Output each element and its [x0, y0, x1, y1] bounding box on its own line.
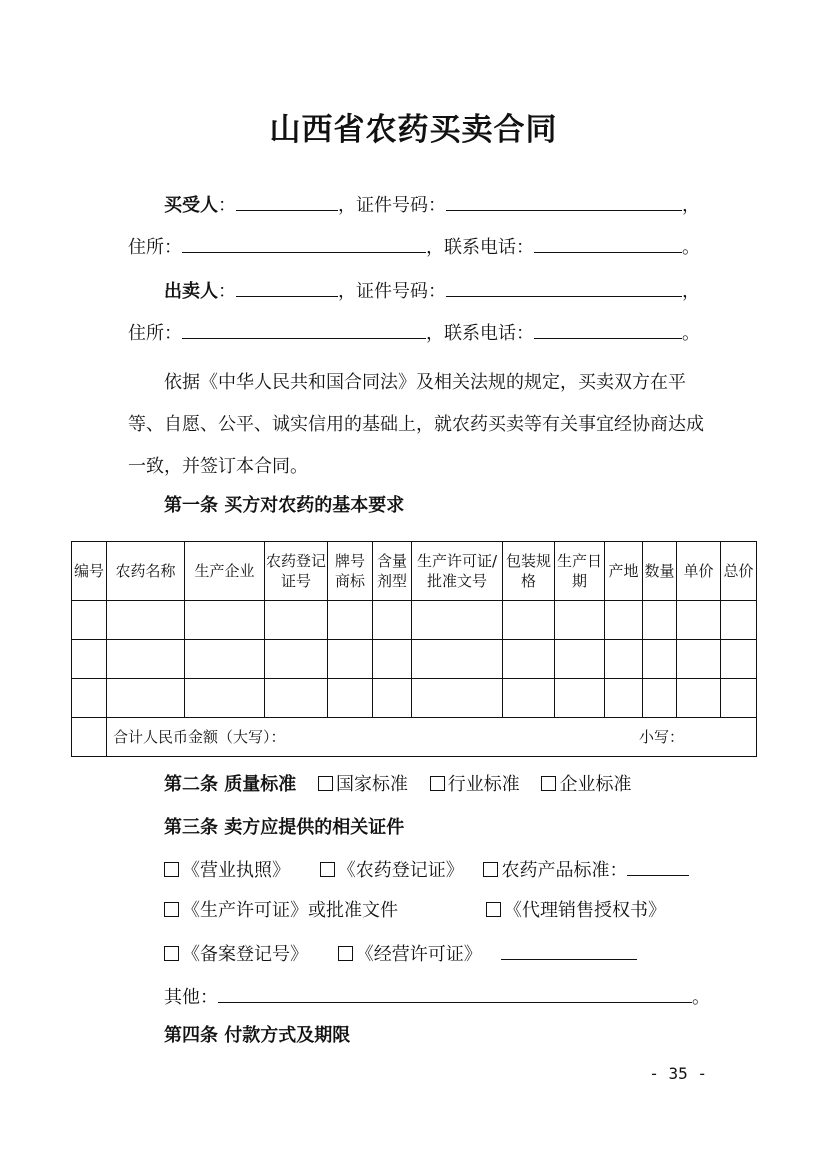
requirements-table	[71, 541, 757, 757]
other-label: 其他：	[164, 987, 218, 1008]
option-national-standard[interactable]	[318, 774, 408, 795]
header-cell: 含量剂型	[373, 542, 412, 601]
doc-production-license[interactable]	[164, 900, 398, 921]
table-cell[interactable]	[107, 640, 185, 679]
option-label: 企业标准	[559, 774, 632, 795]
table-cell[interactable]	[643, 640, 677, 679]
table-cell[interactable]	[328, 640, 373, 679]
buyer-phone-label: ，联系电话：	[426, 237, 534, 258]
table-cell[interactable]	[503, 679, 555, 718]
business-permit-field[interactable]	[501, 941, 637, 960]
table-cell[interactable]	[72, 601, 107, 640]
seller-address-line	[128, 320, 700, 346]
checkbox[interactable]	[541, 776, 556, 791]
checkbox[interactable]	[320, 862, 335, 877]
buyer-address-label: 住所：	[128, 237, 182, 258]
total-cell[interactable]	[107, 718, 757, 757]
checkbox[interactable]	[164, 946, 179, 961]
docs-row-2	[164, 899, 398, 923]
doc-label: 《经营许可证》	[355, 944, 482, 965]
table-row	[72, 601, 757, 640]
table-cell[interactable]	[677, 640, 721, 679]
table-cell[interactable]	[107, 601, 185, 640]
checkbox[interactable]	[483, 862, 498, 877]
table-cell[interactable]	[605, 640, 643, 679]
docs-row-1	[164, 857, 689, 883]
seller-phone-field[interactable]	[534, 320, 682, 339]
doc-label: 《生产许可证》或批准文件	[182, 900, 398, 921]
checkbox[interactable]	[430, 776, 445, 791]
table-cell[interactable]	[185, 640, 265, 679]
buyer-line-end: ，	[682, 195, 700, 216]
total-amount-figures-label: 小写：	[638, 728, 684, 746]
doc-business-license[interactable]	[164, 860, 290, 881]
table-cell[interactable]	[677, 601, 721, 640]
header-cell: 农药登记证号	[265, 542, 328, 601]
article-4-heading: 第四条 付款方式及期限	[164, 1025, 351, 1046]
buyer-address-field[interactable]	[182, 234, 426, 253]
option-enterprise-standard[interactable]	[541, 774, 631, 795]
table-cell[interactable]	[721, 601, 757, 640]
seller-phone-label: ，联系电话：	[426, 323, 534, 344]
doc-agency-authorization[interactable]	[486, 899, 666, 923]
table-cell[interactable]	[328, 601, 373, 640]
header-cell: 数量	[643, 542, 677, 601]
checkbox[interactable]	[164, 902, 179, 917]
table-cell[interactable]	[328, 679, 373, 718]
doc-pesticide-registration[interactable]	[320, 860, 464, 881]
article-3-heading: 第三条 卖方应提供的相关证件	[164, 817, 405, 838]
table-cell[interactable]	[643, 601, 677, 640]
doc-label: 《代理销售授权书》	[504, 900, 666, 921]
table-cell[interactable]	[721, 640, 757, 679]
table-cell[interactable]	[412, 601, 503, 640]
checkbox[interactable]	[318, 776, 333, 791]
table-cell[interactable]	[265, 640, 328, 679]
option-label: 国家标准	[336, 774, 409, 795]
article-1-heading: 第一条 买方对农药的基本要求	[164, 495, 405, 516]
table-cell[interactable]	[185, 679, 265, 718]
article-2-line	[164, 773, 631, 797]
table-cell[interactable]	[265, 679, 328, 718]
table-row	[72, 679, 757, 718]
buyer-phone-field[interactable]	[534, 234, 682, 253]
other-field[interactable]	[218, 984, 692, 1003]
option-label: 行业标准	[447, 774, 520, 795]
header-cell: 生产日期	[555, 542, 605, 601]
header-cell: 产地	[605, 542, 643, 601]
seller-name-field[interactable]	[236, 278, 338, 297]
table-cell[interactable]	[677, 679, 721, 718]
table-cell[interactable]	[555, 640, 605, 679]
option-industry-standard[interactable]	[430, 774, 520, 795]
table-cell[interactable]	[721, 679, 757, 718]
header-cell: 牌号商标	[328, 542, 373, 601]
seller-line-end: ，	[682, 281, 700, 302]
doc-label: 《农药登记证》	[337, 860, 464, 881]
seller-label: 出卖人	[164, 281, 218, 302]
table-cell[interactable]	[412, 640, 503, 679]
seller-line	[164, 278, 700, 304]
table-cell[interactable]	[373, 601, 412, 640]
table-cell[interactable]	[373, 640, 412, 679]
header-cell: 生产许可证/批准文号	[412, 542, 503, 601]
header-cell: 包装规格	[503, 542, 555, 601]
doc-label: 《备案登记号》	[182, 944, 308, 965]
seller-id-label: ，证件号码：	[338, 281, 446, 302]
header-cell: 总价	[721, 542, 757, 601]
doc-business-permit[interactable]	[338, 944, 482, 965]
table-cell[interactable]	[555, 679, 605, 718]
contract-title: 山西省农药买卖合同	[269, 112, 558, 148]
table-cell[interactable]	[72, 640, 107, 679]
header-cell: 生产企业	[185, 542, 265, 601]
article-2-heading: 第二条 质量标准	[164, 774, 297, 795]
doc-label: 《营业执照》	[182, 860, 290, 881]
checkbox[interactable]	[486, 902, 501, 917]
buyer-id-field[interactable]	[446, 192, 682, 211]
table-cell[interactable]	[373, 679, 412, 718]
header-cell: 农药名称	[107, 542, 185, 601]
header-cell: 编号	[72, 542, 107, 601]
table-total-row	[72, 718, 757, 757]
buyer-line	[164, 192, 700, 218]
other-end: 。	[692, 987, 710, 1008]
doc-product-standard[interactable]	[483, 860, 689, 881]
buyer-name-field[interactable]	[236, 192, 338, 211]
table-row	[72, 640, 757, 679]
doc-label: 农药产品标准：	[501, 860, 628, 881]
seller-id-field[interactable]	[446, 278, 682, 297]
checkbox[interactable]	[338, 946, 353, 961]
table-cell[interactable]	[72, 679, 107, 718]
table-cell	[72, 718, 107, 757]
table-cell[interactable]	[605, 679, 643, 718]
seller-address-end: 。	[682, 323, 700, 344]
table-cell[interactable]	[503, 640, 555, 679]
seller-address-field[interactable]	[182, 320, 426, 339]
buyer-address-end: 。	[682, 237, 700, 258]
buyer-label: 买受人	[164, 195, 218, 216]
seller-address-label: 住所：	[128, 323, 182, 344]
header-cell: 单价	[677, 542, 721, 601]
other-line	[164, 984, 710, 1010]
table-cell[interactable]	[107, 679, 185, 718]
table-cell[interactable]	[555, 601, 605, 640]
intro-paragraph: 依据《中华人民共和国合同法》及相关法规的规定，买卖双方在平等、自愿、公平、诚实信用的基础上，就农药买卖等有关事宜经协商达成一致，并签订本合同。	[128, 372, 704, 477]
table-cell[interactable]	[412, 679, 503, 718]
buyer-colon: ：	[218, 195, 236, 216]
buyer-id-label: ，证件号码：	[338, 195, 446, 216]
product-standard-field[interactable]	[627, 857, 689, 876]
table-cell[interactable]	[185, 601, 265, 640]
total-amount-words-label: 合计人民币金额（大写）：	[113, 728, 286, 746]
doc-filing-registration[interactable]	[164, 944, 308, 965]
table-cell[interactable]	[265, 601, 328, 640]
table-header-row	[72, 542, 757, 601]
docs-row-3	[164, 941, 637, 967]
seller-colon: ：	[218, 281, 236, 302]
page-number: - 35 -	[649, 1064, 707, 1083]
buyer-address-line	[128, 234, 700, 260]
table-cell[interactable]	[643, 679, 677, 718]
table-cell[interactable]	[503, 601, 555, 640]
table-cell[interactable]	[605, 601, 643, 640]
checkbox[interactable]	[164, 862, 179, 877]
